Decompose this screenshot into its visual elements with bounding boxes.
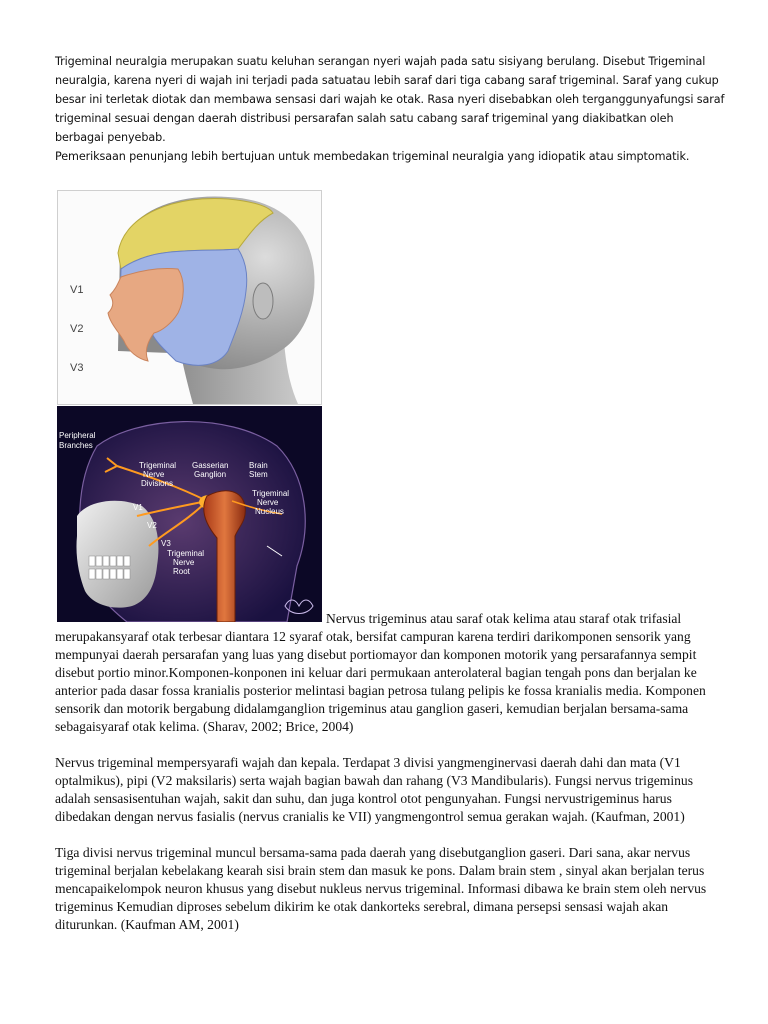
label-tnn-3: Nucleus	[255, 507, 284, 516]
label-tnr-2: Nerve	[173, 558, 195, 567]
ear-shape	[253, 283, 273, 319]
label-tnr-1: Trigeminal	[167, 549, 205, 558]
label-brain: Brain	[249, 461, 268, 470]
dermatome-illustration	[58, 191, 321, 404]
label-tnd-3: Divisions	[141, 479, 174, 488]
label-ganglion: Ganglion	[194, 470, 227, 479]
trigeminal-anatomy-figure	[57, 406, 322, 622]
label-v3: V3	[161, 539, 171, 548]
label-peripheral: Peripheral	[59, 431, 96, 440]
label-v1: V1	[133, 503, 143, 512]
label-gasserian: Gasserian	[192, 461, 229, 470]
v3-label: V3	[70, 362, 84, 374]
intro-paragraph-1: Trigeminal neuralgia merupakan suatu keluhan serangan nyeri wajah pada satu sisiyang berulang. Disebut Trigeminal neuralgia, karena nyeri di wajah ini terjadi pada satuatau lebih saraf dari tiga cabang saraf trigeminal. Saraf yang cukup besar ini terletak diotak dan membawa sensasi dari wajah ke otak. Rasa nyeri disebabkan oleh terganggunyafungsi saraf trigeminal sesuai dengan daerah distribusi persarafan salah satu cabang saraf trigeminal yang diakibatkan oleh berbagai penyebab.	[55, 55, 725, 144]
label-tnn-2: Nerve	[257, 498, 279, 507]
intro-paragraph-2: Pemeriksaan penunjang lebih bertujuan untuk membedakan trigeminal neuralgia yang idiopatik atau simptomatik.	[55, 150, 690, 163]
intro-text	[55, 52, 725, 166]
label-branches: Branches	[59, 441, 93, 450]
label-stem: Stem	[249, 470, 268, 479]
trigeminal-dermatome-figure	[57, 190, 322, 405]
label-tnd-2: Nerve	[143, 470, 165, 479]
v1-label: V1	[70, 284, 84, 296]
body-paragraph-1: Nervus trigeminus atau saraf otak kelima atau staraf otak trifasial merupakansyaraf otak terbesar diantara 12 syaraf otak, bersifat campuran karena terdiri darikomponen sensorik yang mempunyai daerah persarafan yang luas yang disebut portiomayor dan komponen motorik yang persarafannya sempit disebut portio minor.Komponen-konponen ini keluar dari permukaan anterolateral bagian tengah pons dan berjalan ke anterior pada dasar fossa kranialis posterior melintasi bagian petrosa tulang pelipis ke fossa kranialis media. Komponen sensorik dan motorik bergabung didalamganglion trigeminus atau ganglion gaseri, kemudian berjalan bersama-sama sebagaisyaraf otak kelima. (Sharav, 2002; Brice, 2004)	[55, 611, 706, 734]
label-v2: V2	[147, 521, 157, 530]
anatomy-illustration	[57, 406, 322, 622]
body-text	[55, 610, 725, 952]
label-tnd-1: Trigeminal	[139, 461, 177, 470]
label-tnn-1: Trigeminal	[252, 489, 290, 498]
body-paragraph-3: Tiga divisi nervus trigeminal muncul bersama-sama pada daerah yang disebutganglion gaseri. Dari sana, akar nervus trigeminal berjalan kebelakang kearah sisi brain stem dan masuk ke pons. Dalam brain stem , sinyal akan berjalan terus mencapaikelompok neuron khusus yang disebut nukleus nervus trigeminal. Informasi dibawa ke brain stem oleh nervus trigeminus Kemudian diproses sebelum dikirim ke otak dankorteks serebral, dimana persepsi sensasi wajah akan diturunkan. (Kaufman AM, 2001)	[55, 845, 707, 932]
label-tnr-3: Root	[173, 567, 190, 576]
body-paragraph-2: Nervus trigeminal mempersyarafi wajah dan kepala. Terdapat 3 divisi yangmenginervasi daerah dahi dan mata (V1 optalmikus), pipi (V2 maksilaris) serta wajah bagian bawah dan rahang (V3 Mandibularis). Fungsi nervus trigeminus adalah sensasisentuhan wajah, sakit dan suhu, dan juga kontrol otot pengunyahan. Fungsi nervustrigeminus harus dibedakan dengan nervus fasialis (nervus cranialis ke VII) yangmengontrol semua gerakan wajah. (Kaufman, 2001)	[55, 755, 694, 824]
skull-jaw	[76, 501, 158, 608]
v2-label: V2	[70, 323, 84, 335]
